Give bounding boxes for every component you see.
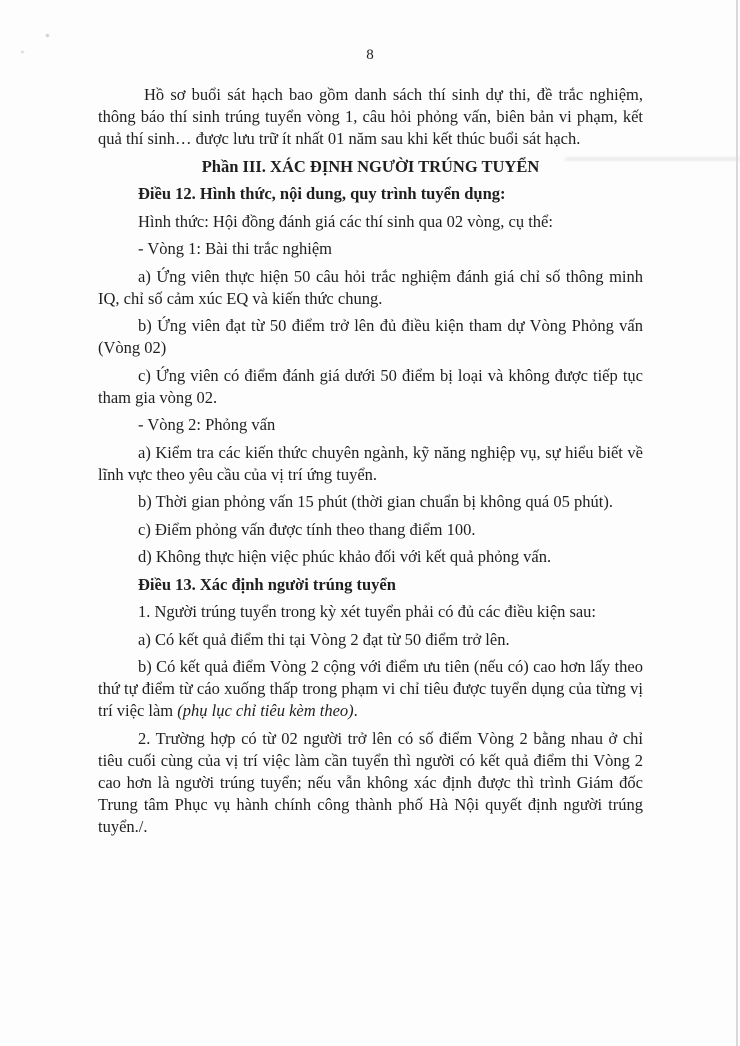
scan-speck (21, 51, 24, 53)
article-12-heading: Điều 12. Hình thức, nội dung, quy trình tuyển dụng: (138, 184, 506, 203)
article-12-round-2-item-d: d) Không thực hiện việc phúc khảo đối với kết quả phỏng vấn. (138, 547, 552, 566)
article-12-round-1-item-a: a) Ứng viên thực hiện 50 câu hỏi trắc nghiệm đánh giá chỉ số thông minh IQ, chỉ số cảm xúc EQ và kiến thức chung. (98, 266, 643, 308)
article-12-item-round-2: - Vòng 2: Phỏng vấn (138, 415, 276, 434)
article-13-item-1b-text: b) Có kết quả điểm Vòng 2 cộng với điểm ưu tiên (nếu có) cao hơn lấy theo thứ tự điểm từ cáo xuống thấp trong phạm vi chỉ tiêu được tuyển dụng của từng vị trí việc làm (98, 657, 643, 720)
page-number: 8 (366, 47, 374, 63)
article-13-item-1b-italic-note: (phụ lục chỉ tiêu kèm theo) (177, 701, 354, 720)
article-13-item-1: 1. Người trúng tuyển trong kỳ xét tuyển phải có đủ các điều kiện sau: (138, 602, 597, 621)
article-13-item-1a: a) Có kết quả điểm thi tại Vòng 2 đạt từ 50 điểm trở lên. (138, 629, 510, 649)
article-12-item-round-1: - Vòng 1: Bài thi trắc nghiệm (138, 239, 332, 258)
article-12-round-1-item-b: b) Ứng viên đạt từ 50 điểm trở lên đủ điều kiện tham dự Vòng Phỏng vấn (Vòng 02) (98, 316, 643, 357)
intro-paragraph: Hồ sơ buổi sát hạch bao gồm danh sách thí sinh dự thi, đề trắc nghiệm, thông báo thí sinh trúng tuyển vòng 1, câu hỏi phỏng vấn, biên bản vi phạm, kết quả thí sinh… được lưu trữ ít nhất 01 năm sau khi kết thúc buổi sát hạch. (98, 85, 643, 148)
scan-edge-line (736, 0, 738, 1046)
article-13-heading: Điều 13. Xác định người trúng tuyển (138, 574, 396, 594)
article-13-item-1b-period: . (353, 701, 358, 720)
article-13-item-1b (98, 656, 643, 722)
article-12-round-2-item-a: a) Kiểm tra các kiến thức chuyên ngành, kỹ năng nghiệp vụ, sự hiểu biết về lĩnh vực theo yêu cầu của vị trí ứng tuyển. (98, 442, 643, 484)
article-12-item-form: Hình thức: Hội đồng đánh giá các thí sinh qua 02 vòng, cụ thể: (138, 211, 553, 231)
scan-smudge (565, 157, 740, 161)
article-12-round-1-item-c: c) Ứng viên có điểm đánh giá dưới 50 điểm bị loại và không được tiếp tục tham gia vòng 02. (98, 365, 643, 407)
part-heading: Phần III. XÁC ĐỊNH NGƯỜI TRÚNG TUYỂN (201, 156, 540, 176)
article-12-round-2-item-c: c) Điểm phỏng vấn được tính theo thang điểm 100. (138, 519, 476, 539)
article-12-round-2-item-b: b) Thời gian phỏng vấn 15 phút (thời gian chuẩn bị không quá 05 phút). (138, 492, 613, 511)
document-content (98, 84, 643, 838)
article-13-item-2: 2. Trường hợp có từ 02 người trở lên có số điểm Vòng 2 bằng nhau ở chỉ tiêu cuối cùng của vị trí việc làm cần tuyển thì người có kết quả điểm thi Vòng 2 cao hơn là người trúng tuyển; nếu vẫn không xác định được thì trình Giám đốc Trung tâm Phục vụ hành chính công thành phố Hà Nội quyết định người trúng tuyển./. (98, 728, 643, 836)
scan-speck (46, 34, 49, 37)
